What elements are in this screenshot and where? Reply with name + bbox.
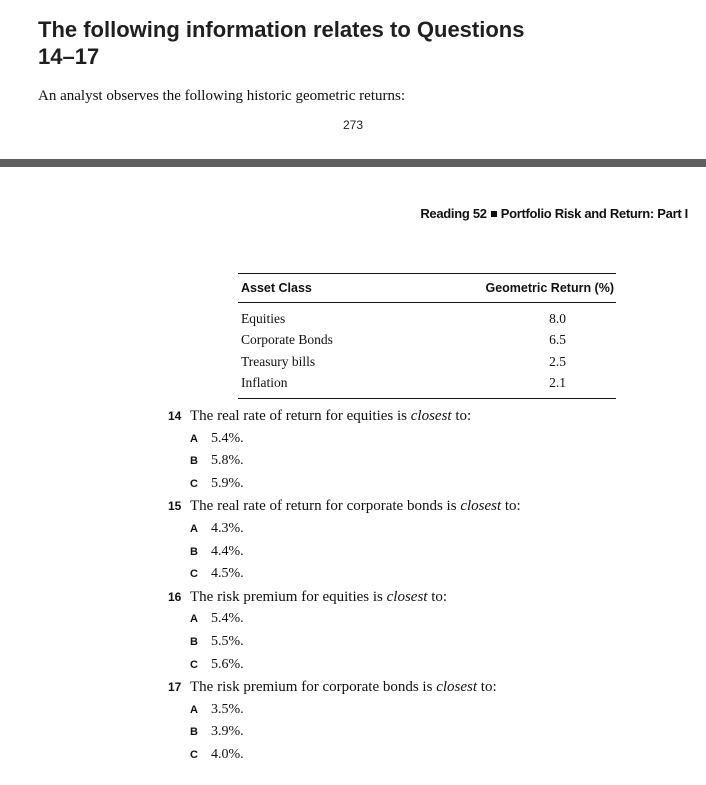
page-number: 273 [342,118,364,132]
option-letter: A [190,522,198,535]
return-cell: 2.5 [549,353,566,369]
answer-option[interactable] [168,566,688,589]
section-heading [38,16,524,70]
option-letter: B [190,635,198,648]
asset-cell: Corporate Bonds [241,332,333,348]
option-text: 5.8%. [211,453,244,469]
question-number: 16 [168,589,182,604]
running-header [420,206,688,221]
stem-text: The real rate of return for corporate bonds is [190,498,461,515]
question-stem [190,679,497,696]
option-letter: C [190,658,198,671]
answer-option[interactable] [168,702,688,725]
column-header-geometric-return: Geometric Return (%) [485,281,614,295]
asset-cell: Treasury bills [241,353,316,369]
table-row [238,373,616,395]
table-row [238,351,616,373]
option-text: 3.5%. [211,701,244,717]
page-divider [0,159,706,167]
question-14 [168,408,688,431]
stem-text: The risk premium for corporate bonds is [190,679,437,696]
stem-text-end: to: [501,498,521,515]
option-letter: A [190,613,198,626]
stem-text-end: to: [451,408,472,424]
option-text: 4.5%. [211,566,244,582]
answer-option[interactable] [168,544,688,567]
answer-option[interactable] [168,453,688,476]
answer-option[interactable] [168,634,688,657]
stem-text: The real rate of return for equities is [190,408,411,424]
answer-option[interactable] [168,657,688,680]
option-text: 3.9%. [211,724,244,740]
option-letter: C [190,748,198,761]
option-letter: A [190,432,198,445]
option-text: 5.4%. [211,611,244,627]
stem-text-end: to: [427,588,448,605]
option-text: 5.9%. [211,475,244,491]
question-16 [168,589,688,612]
stem-text-end: to: [477,679,497,696]
answer-option[interactable] [168,431,688,454]
stem-emphasis: closest [386,588,428,605]
answer-option[interactable] [168,476,688,499]
question-list [168,408,688,770]
table-body [238,303,616,399]
option-text: 5.5%. [211,633,244,649]
option-text: 4.3%. [211,520,244,536]
option-text: 4.0%. [211,746,244,762]
stem-emphasis: closest [436,679,478,696]
option-letter: B [190,455,198,468]
column-header-asset-class: Asset Class [241,281,312,295]
answer-option[interactable] [168,521,688,544]
question-number: 17 [168,680,182,695]
return-cell: 6.5 [549,332,566,348]
section-heading-line-1: The following information relates to Questions [38,17,525,42]
question-stem [190,408,471,425]
asset-cell: Inflation [241,375,288,391]
question-number: 14 [168,409,182,423]
option-letter: A [190,703,198,716]
stem-emphasis: closest [410,408,452,424]
return-cell: 2.1 [549,375,566,391]
option-text: 5.4%. [211,430,244,446]
question-15 [168,498,688,521]
intro-text: An analyst observes the following historic geometric returns: [38,88,405,104]
returns-table [238,273,616,399]
question-stem [190,498,521,515]
option-text: 5.6%. [211,656,244,672]
option-letter: C [190,568,198,581]
question-number: 15 [168,499,182,514]
table-row [238,308,616,330]
section-heading-line-2: 14–17 [38,44,100,69]
option-letter: B [190,726,198,739]
square-bullet-icon [491,211,497,217]
stem-text: The risk premium for equities is [190,588,387,605]
table-row [238,330,616,352]
option-letter: B [190,545,198,558]
question-17 [168,679,688,702]
answer-option[interactable] [168,747,688,770]
option-text: 4.4%. [211,543,244,559]
running-header-title: Portfolio Risk and Return: Part I [500,206,688,221]
answer-option[interactable] [168,611,688,634]
stem-emphasis: closest [460,498,502,515]
table-header-row [238,274,616,303]
running-header-reading: Reading 52 [420,206,487,221]
asset-cell: Equities [241,310,286,326]
question-stem [190,589,447,606]
return-cell: 8.0 [549,310,566,326]
option-letter: C [190,477,198,490]
answer-option[interactable] [168,724,688,747]
